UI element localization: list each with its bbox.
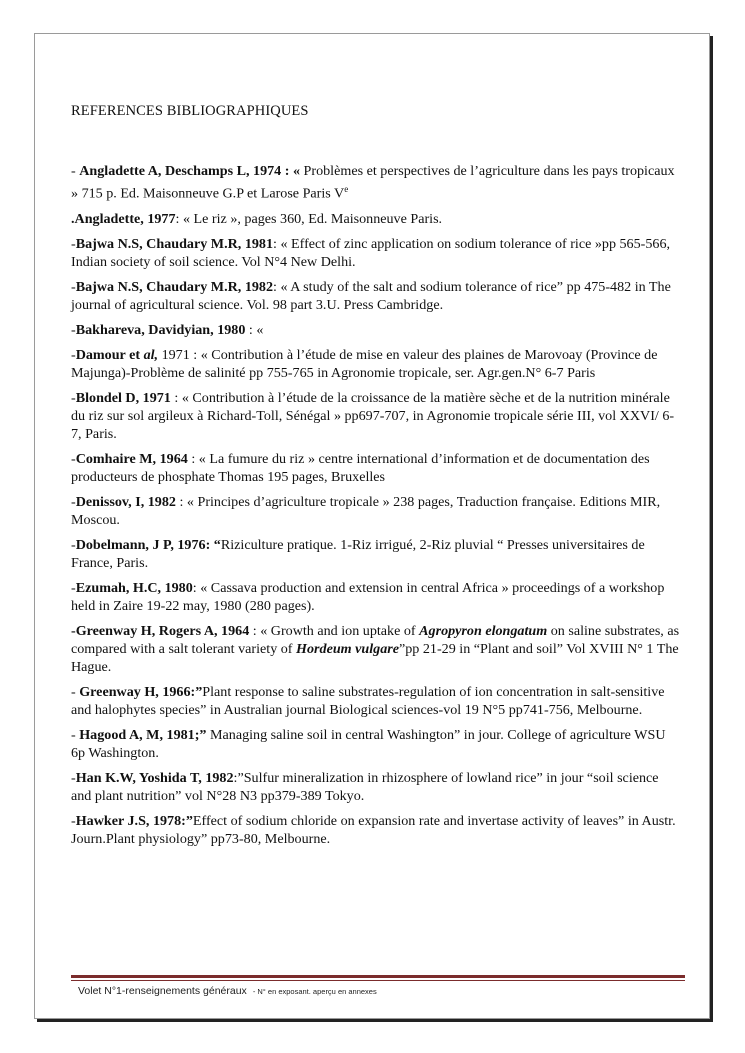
reference-item: -Han K.W, Yoshida T, 1982:”Sulfur mineralization in rhizosphere of lowland rice” in jour “soil science and plant nutrition” vol N°28 N3 pp379-389 Tokyo. <box>71 769 659 804</box>
reference-item: -Denissov, I, 1982 : « Principes d’agriculture tropicale » 238 pages, Traduction française. Editions MIR, Moscou. <box>71 493 661 528</box>
reference-item: - Angladette A, Deschamps L, 1974 : « Problèmes et perspectives de l’agriculture dans les pays tropicaux » 715 p. Ed. Maisonneuve G.P et Larose Paris Ve <box>71 163 675 202</box>
reference-item: - Greenway H, 1966:”Plant response to saline substrates-regulation of ion concentration in salt-sensitive and halophytes species” in Australian journal Biological sciences-vol 19 N°5 pp741-756, Melbourne. <box>71 683 665 718</box>
footer-text: Volet N°1-renseignements généraux <box>78 985 247 997</box>
document-page <box>34 33 710 1019</box>
reference-item: -Dobelmann, J P, 1976: “Riziculture pratique. 1-Riz irrigué, 2-Riz pluvial “ Presses universitaires de France, Paris. <box>71 536 645 571</box>
page-heading: REFERENCES BIBLIOGRAPHIQUES <box>71 103 309 119</box>
reference-item: -Bakhareva, Davidyian, 1980 : « <box>71 321 264 338</box>
reference-item: - Hagood A, M, 1981;” Managing saline soil in central Washington” in jour. College of agriculture WSU 6p Washington. <box>71 726 666 761</box>
footer-rule-thin <box>71 980 685 981</box>
reference-item: -Greenway H, Rogers A, 1964 : « Growth and ion uptake of Agropyron elongatum on saline substrates, as compared with a salt tolerant variety of Hordeum vulgare”pp 21-29 in “Plant and soil” Vol XVIII N° 1 The Hague. <box>71 622 680 675</box>
reference-item: -Damour et al, 1971 : « Contribution à l’étude de mise en valeur des plaines de Marovoay (Province de Majunga)-Problème de salinité pp 755-765 in Agronomie tropicale, ser. Agr.gen.N° 6-7 Paris <box>71 346 658 381</box>
reference-item: -Blondel D, 1971 : « Contribution à l’étude de la croissance de la matière sèche et de la nutrition minérale du riz sur sol argileux à Richard-Toll, Sénégal » pp697-707, in Agronomie tropicale série III, vol XXVI/ 6-7, Paris. <box>71 389 675 442</box>
reference-item: -Comhaire M, 1964 : « La fumure du riz » centre international d’information et de documentation des producteurs de phosphate Thomas 195 pages, Bruxelles <box>71 450 650 485</box>
reference-item: -Bajwa N.S, Chaudary M.R, 1982: « A study of the salt and sodium tolerance of rice” pp 475-482 in The journal of agricultural science. Vol. 98 part 3.U. Press Cambridge. <box>71 278 671 313</box>
footer-note: - N° en exposant. aperçu en annexes <box>252 987 377 996</box>
footer-rule-thick <box>71 975 685 978</box>
reference-item: .Angladette, 1977: « Le riz », pages 360, Ed. Maisonneuve Paris. <box>71 210 443 227</box>
reference-item: -Bajwa N.S, Chaudary M.R, 1981: « Effect of zinc application on sodium tolerance of rice »pp 565-566, Indian society of soil science. Vol N°4 New Delhi. <box>71 235 671 270</box>
page-footer <box>78 985 377 997</box>
reference-list <box>71 162 681 855</box>
reference-item: -Ezumah, H.C, 1980: « Cassava production and extension in central Africa » proceedings of a workshop held in Zaire 19-22 may, 1980 (280 pages). <box>71 579 665 614</box>
reference-item: -Hawker J.S, 1978:”Effect of sodium chloride on expansion rate and invertase activity of leaves” in Austr. Journ.Plant physiology” pp73-80, Melbourne. <box>71 812 676 847</box>
